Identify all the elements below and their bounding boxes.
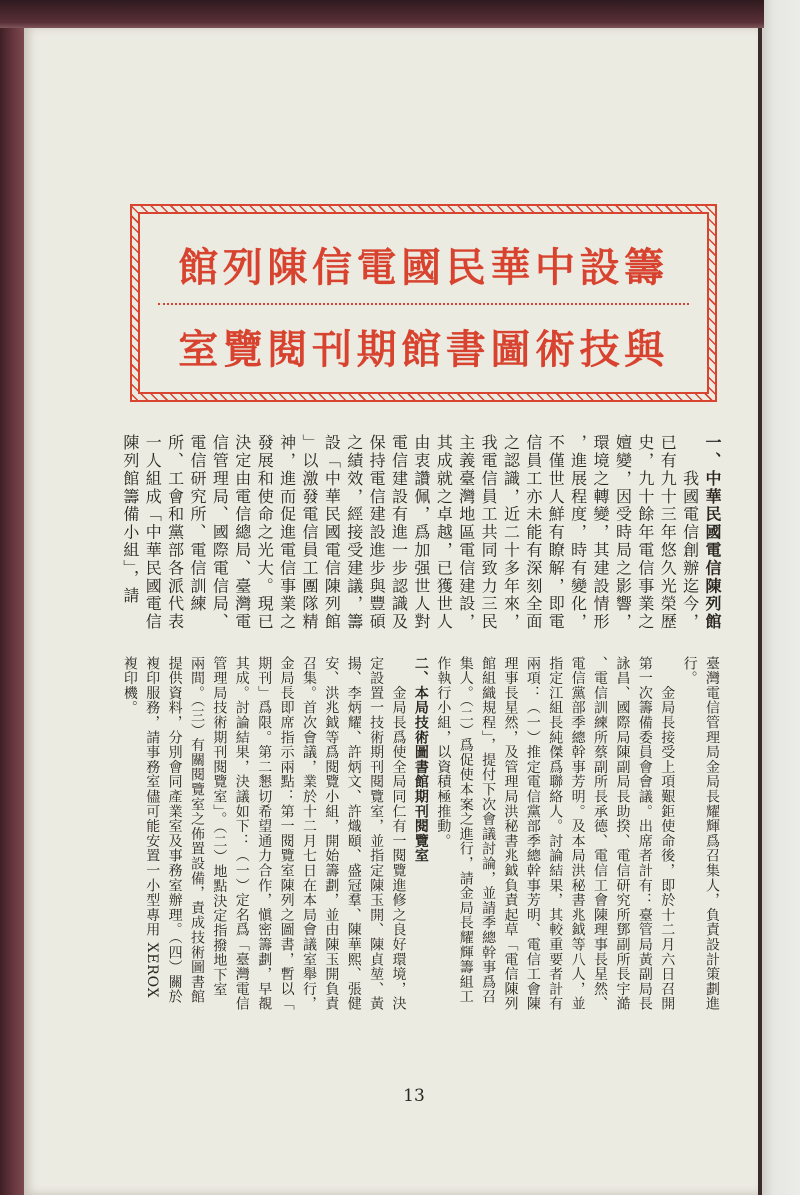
section-bottom-text <box>118 656 723 1018</box>
title-divider <box>158 303 689 305</box>
text-column: 由衷讚佩，爲加强世人對 <box>411 434 431 631</box>
text-column: 期刊」爲限。第二懇切希望通力合作，愼密籌劃，早覩 <box>256 656 273 1012</box>
text-column: 所、工會和黨部各派代表 <box>165 434 185 631</box>
text-column: 之績效，經接受建議，籌 <box>344 434 364 631</box>
text-column: 神，進而促進電信事業之 <box>277 434 297 631</box>
text-column: 電信研究所、電信訓練 <box>188 434 208 613</box>
document-page <box>22 26 762 1195</box>
text-column: 金局長接受上項艱鉅使命後，即於十二月六日召開 <box>659 656 676 1012</box>
text-column: 電信黨部季總幹事芳明。及本局洪秘書兆鉞等八人，並 <box>569 656 586 1012</box>
text-column: 理事長星然，及管理局洪秘書兆鉞負責起草「電信陳列 <box>502 656 519 1012</box>
text-column: 信員工亦未能有深刻全面 <box>523 434 543 631</box>
text-column: 複印機。 <box>121 656 138 716</box>
facing-page-edge <box>762 0 800 1195</box>
text-column: 嬗變，因受時局之影響， <box>613 434 633 631</box>
text-column: 發展和使命之光大。現已 <box>255 434 275 631</box>
text-column: 金局長爲使全局同仁有一閱覽進修之良好環境，決 <box>390 656 407 1012</box>
text-column: 史，九十餘年電信事業之 <box>635 434 655 631</box>
text-column: 設「中華民國電信陳列館 <box>322 434 342 631</box>
text-column: 已有九十三年悠久光榮歷 <box>658 434 678 631</box>
text-column: 提供資料，分別會同產業室及事務室辦理。（四）關於 <box>166 656 183 1005</box>
text-column: 行。 <box>681 656 698 686</box>
text-column: 第一次籌備委員會會議。出席者計有：臺管局黃副局長 <box>636 656 653 1012</box>
text-column: 兩間。（三）有關閱覽室之佈置設備，責成技術圖書館 <box>189 656 206 1005</box>
text-column: 金局長即席指示兩點：第一閱覽室陳列之圖書，暫以「 <box>278 656 295 1012</box>
text-column: 我電信員工共同致力三民 <box>479 434 499 631</box>
text-column: 複印服務，請事務室儘可能安置一小型專用 XEROX <box>144 656 161 999</box>
title-line-1: 籌設中華民國電信陳列館 <box>178 244 669 291</box>
text-column: 、電信訓練所蔡副所長承德、電信工會陳理事長星然、 <box>592 656 609 1012</box>
text-column: 指定江組長純傑爲聯絡人。討論結果，其較重要者計有 <box>547 656 564 1012</box>
text-column: 其成就之卓越，已獲世人 <box>434 434 454 631</box>
text-column: 兩項：（一）推定電信黨部季總幹事芳明、電信工會陳 <box>524 656 541 1012</box>
text-column: 定設置一技術期刊閱覽室，並指定陳玉開、陳貞堃、黃 <box>368 656 385 1012</box>
text-column: 環境之轉變，其建設情形 <box>591 434 611 631</box>
text-column: 電信建設有進一步認識及 <box>389 434 409 631</box>
text-column: ，進展程度，時有變化， <box>568 434 588 631</box>
text-column: 集人。（二）爲促使本案之進行，請金局長耀輝籌組工 <box>457 656 474 1005</box>
text-column: 決定由電信總局、臺灣電 <box>232 434 252 631</box>
title-box-inner <box>138 212 709 394</box>
title-line-2: 與技術圖書館期刊閱覽室 <box>178 326 669 373</box>
binding-edge-left <box>0 0 24 1195</box>
section-heading: 一、中華民國電信陳列館 <box>703 434 722 631</box>
text-column: 主義臺灣地區電信建設， <box>456 434 476 631</box>
text-column: 保持電信建設進步與豐碩 <box>367 434 387 631</box>
binding-edge-top <box>0 0 764 28</box>
title-box <box>130 204 717 402</box>
page-number: 13 <box>403 1086 425 1106</box>
text-column: 我國電信創辦迄今， <box>680 434 700 631</box>
text-column: 信管理局、國際電信局、 <box>210 434 230 631</box>
text-column: 召集。首次會議，業於十二月七日在本局會議室舉行， <box>300 656 317 1012</box>
text-column: 其成。討論結果，決議如下：（一）定名爲「臺灣電信 <box>233 656 250 1012</box>
text-column: 安、洪兆鉞等爲閱覽小組，開始籌劃，並由陳玉開負責 <box>323 656 340 1012</box>
section-top-text <box>118 434 723 639</box>
text-column: 臺灣電信管理局金局長耀輝爲召集人，負責設計策劃進 <box>704 656 720 1012</box>
text-column: 陳列館籌備小組」，請 <box>120 434 140 605</box>
text-column: 一人組成「中華民國電信 <box>143 434 163 631</box>
text-column: 之認識，近二十多年來， <box>501 434 521 631</box>
text-column: 館組織規程」，提付下次會議討論，並請季總幹事爲召 <box>480 656 497 1005</box>
text-column: 」以激發電信員工團隊精 <box>299 434 319 631</box>
text-column: 揚、李炳耀、許炳文、許熾頤、盛冠羣、陳華熙、張健 <box>345 656 362 1012</box>
text-column: 管理局技術期刊閱覽室」。（二）地點決定指撥地下室 <box>211 656 228 998</box>
section-heading: 二、本局技術圖書館期刊閱覽室 <box>412 656 429 864</box>
text-column: 不僅世人鮮有瞭解，即電 <box>546 434 566 631</box>
text-column: 詠昌、國際局陳副局長助揆、電信研究所鄧副所長宇澔 <box>614 656 631 1012</box>
text-column: 作執行小組，以資積極推動。 <box>435 656 452 849</box>
